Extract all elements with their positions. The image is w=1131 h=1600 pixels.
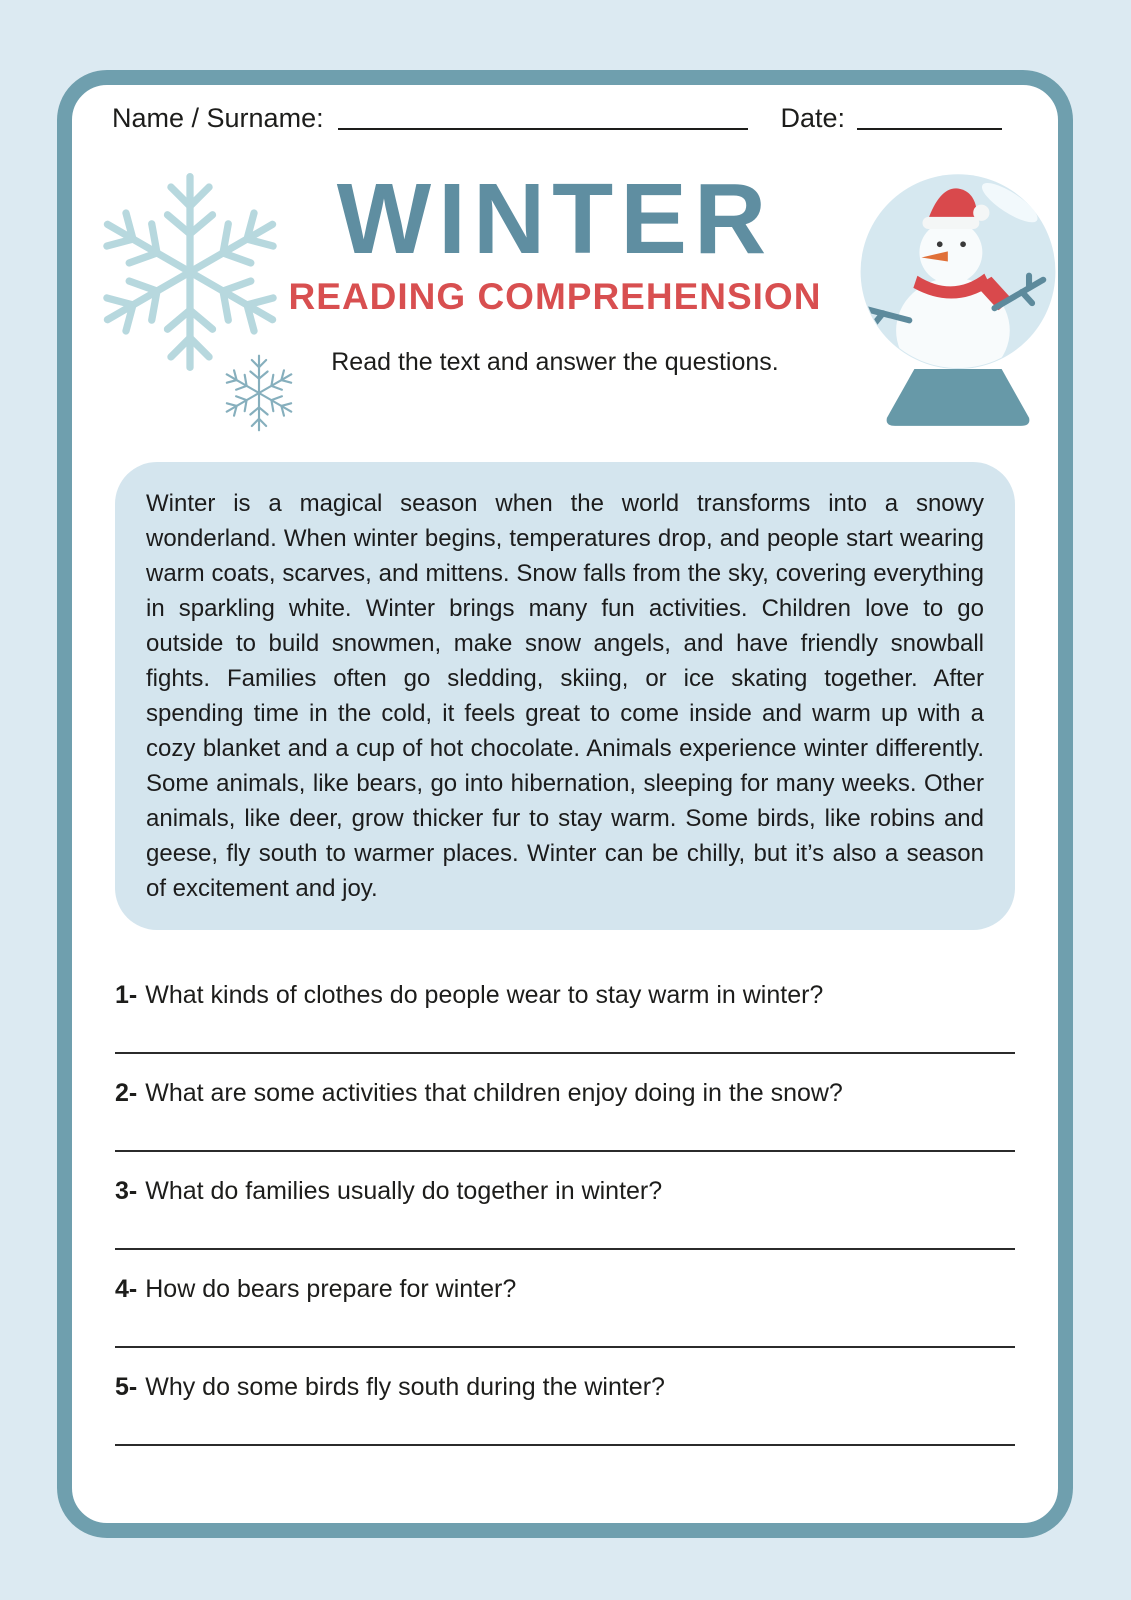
hat-pompom <box>973 205 989 221</box>
question-text: What kinds of clothes do people wear to stay warm in winter? <box>145 981 824 1009</box>
question-text: What are some activities that children enjoy doing in the snow? <box>145 1079 843 1107</box>
question-3 <box>115 1176 1015 1250</box>
page-title: WINTER <box>336 163 774 275</box>
name-blank-line[interactable] <box>338 128 749 130</box>
question-4 <box>115 1274 1015 1348</box>
instruction-text: Read the text and answer the questions. <box>331 348 779 376</box>
question-number: 5- <box>115 1373 138 1401</box>
question-number: 2- <box>115 1079 138 1107</box>
name-label: Name / Surname: <box>112 103 324 133</box>
date-label: Date: <box>780 103 845 133</box>
date-blank-line[interactable] <box>857 128 1002 130</box>
questions-section <box>115 980 1015 1470</box>
snow-globe-icon <box>850 158 1066 434</box>
question-text: Why do some birds fly south during the winter? <box>145 1373 665 1401</box>
question-2 <box>115 1078 1015 1152</box>
answer-line-2[interactable] <box>115 1150 1015 1152</box>
question-text: How do bears prepare for winter? <box>145 1275 517 1303</box>
header-row <box>112 102 1002 134</box>
globe-base <box>887 369 1030 426</box>
answer-line-3[interactable] <box>115 1248 1015 1250</box>
question-number: 1- <box>115 981 138 1009</box>
question-1 <box>115 980 1015 1054</box>
question-number: 4- <box>115 1275 138 1303</box>
reading-passage-box <box>115 462 1015 930</box>
passage-text: Winter is a magical season when the world transforms into a snowy wonderland. When winter begins, temperatures drop, and people start wearing warm coats, scarves, and mittens. Snow falls from the sky, covering everything in sparkling white. Winter brings many fun activities. Children love to go outside to build snowmen, make snow angels, and have friendly snowball fights. Families often go sledding, skiing, or ice skating together. After spending time in the cold, it feels great to come inside and warm up with a cozy blanket and a cup of hot chocolate. Animals experience winter differently. Some animals, like bears, go into hibernation, sleeping for many weeks. Other animals, like deer, grow thicker fur to stay warm. Some birds, like robins and geese, fly south to warmer places. Winter can be chilly, but it’s also a season of excitement and joy. <box>146 490 984 902</box>
question-text: What do families usually do together in winter? <box>145 1177 663 1205</box>
snowman-head <box>919 221 982 284</box>
answer-line-4[interactable] <box>115 1346 1015 1348</box>
question-number: 3- <box>115 1177 138 1205</box>
question-5 <box>115 1372 1015 1446</box>
santa-hat-band <box>922 217 979 229</box>
answer-line-5[interactable] <box>115 1444 1015 1446</box>
answer-line-1[interactable] <box>115 1052 1015 1054</box>
page-subtitle: READING COMPREHENSION <box>288 276 822 317</box>
